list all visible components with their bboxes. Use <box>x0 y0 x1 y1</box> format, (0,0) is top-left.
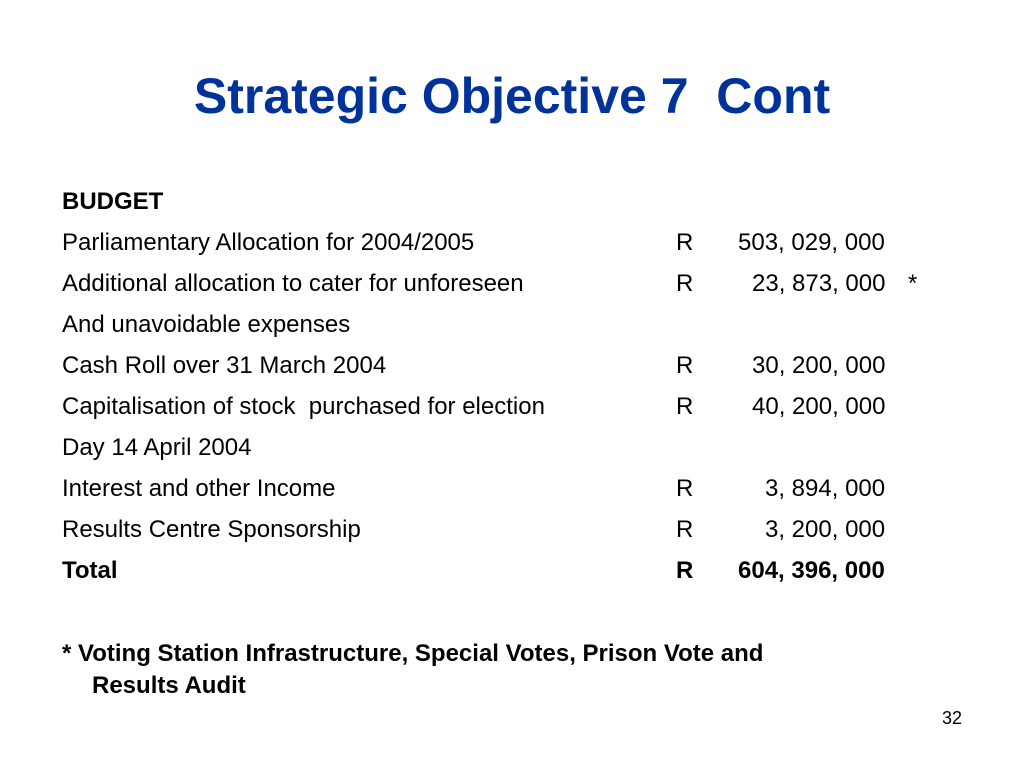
row-amount: 40, 200, 000 <box>752 393 886 420</box>
row-label: Additional allocation to cater for unforeseen <box>62 270 524 297</box>
row-currency: R <box>676 229 694 256</box>
row-label: Interest and other Income <box>62 475 336 502</box>
row-currency: R <box>676 393 694 420</box>
row-amount: 30, 200, 000 <box>752 352 886 379</box>
slide-title: Strategic Objective 7 Cont <box>193 68 831 124</box>
row-note: * <box>908 270 918 297</box>
budget-row <box>62 474 886 504</box>
budget-row <box>62 392 886 422</box>
row-amount: 3, 894, 000 <box>765 475 886 502</box>
budget-row <box>62 228 885 258</box>
row-currency: R <box>676 270 694 297</box>
row-amount: 503, 029, 000 <box>738 229 885 256</box>
page-number: 32 <box>941 708 962 728</box>
row-currency: R <box>676 516 694 543</box>
footnote-line-2: Results Audit <box>92 672 246 699</box>
budget-heading <box>62 187 164 217</box>
footnote-line-1: * Voting Station Infrastructure, Special Votes, Prison Vote and <box>62 640 764 667</box>
row-currency: R <box>676 475 694 502</box>
row-amount: 3, 200, 000 <box>765 516 886 543</box>
budget-row <box>62 433 252 463</box>
footnote <box>62 638 763 702</box>
total-currency: R <box>676 557 694 584</box>
total-label: Total <box>62 557 118 584</box>
budget-row <box>62 310 351 340</box>
row-label: Day 14 April 2004 <box>62 434 252 461</box>
row-currency: R <box>676 352 694 379</box>
total-row <box>62 556 885 586</box>
budget-row <box>62 515 886 545</box>
row-amount: 23, 873, 000 <box>752 270 886 297</box>
row-label: Capitalisation of stock purchased for election <box>62 393 545 420</box>
row-label: Cash Roll over 31 March 2004 <box>62 352 387 379</box>
heading-label: BUDGET <box>62 188 164 215</box>
row-label: And unavoidable expenses <box>62 311 351 338</box>
budget-row <box>62 269 918 299</box>
budget-row <box>62 351 886 381</box>
row-label: Parliamentary Allocation for 2004/2005 <box>62 229 475 256</box>
total-amount: 604, 396, 000 <box>738 557 885 584</box>
row-label: Results Centre Sponsorship <box>62 516 361 543</box>
